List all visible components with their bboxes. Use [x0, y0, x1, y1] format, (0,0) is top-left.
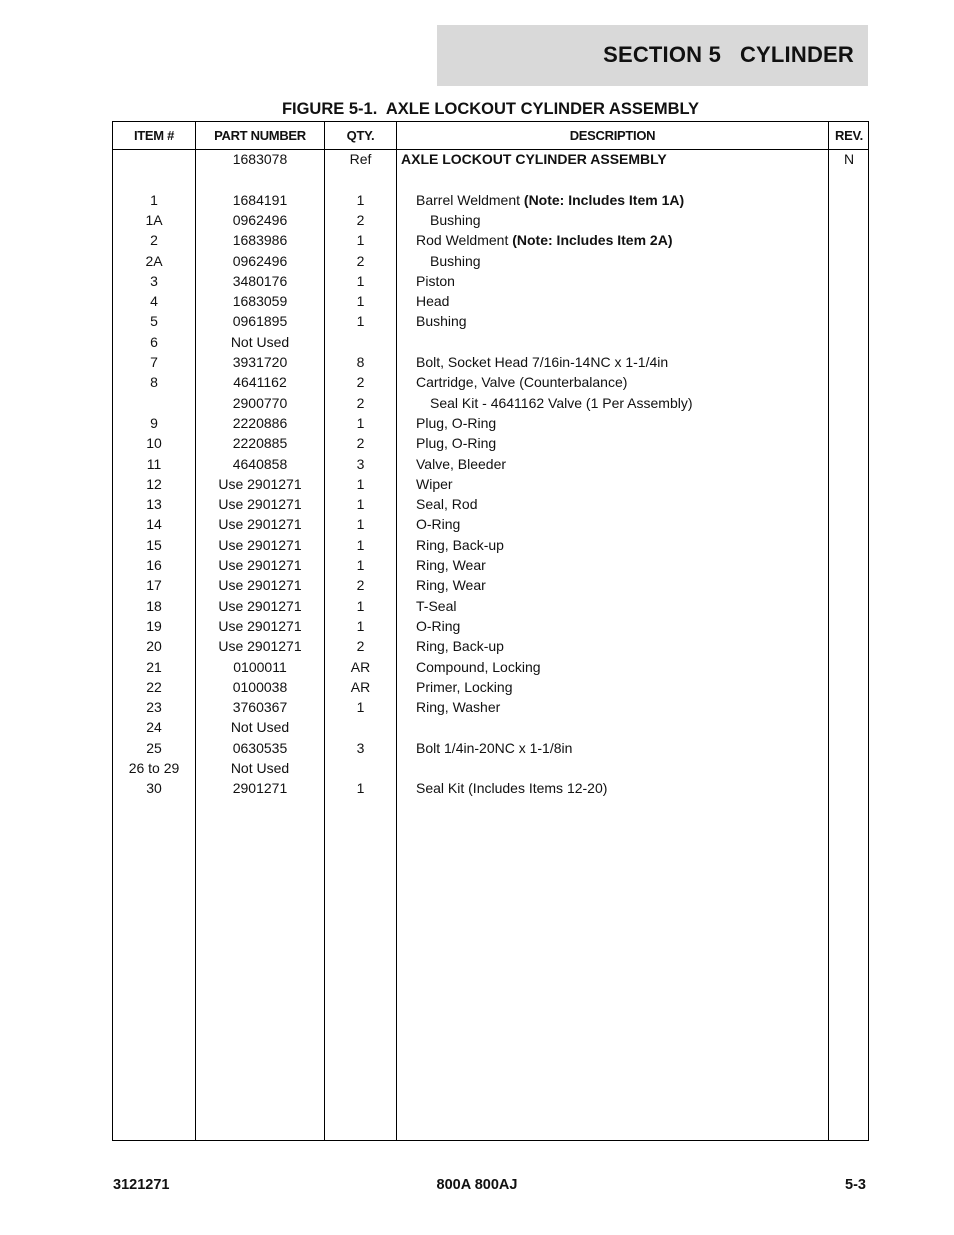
table-row: [113, 494, 868, 514]
part-number-cell: 0100011: [233, 658, 287, 675]
description-cell: [416, 433, 496, 453]
description-cell: [416, 514, 460, 534]
description-text: Seal, Rod: [416, 496, 478, 513]
description-cell: [416, 311, 467, 331]
description-text: Bushing: [416, 313, 467, 330]
description-text: Barrel Weldment: [416, 191, 524, 208]
qty-cell: 1: [356, 232, 365, 249]
item-cell: 23: [146, 699, 162, 716]
description-text: Ring, Back-up: [416, 536, 504, 553]
item-cell: 1: [150, 191, 158, 208]
part-number-cell: 0100038: [232, 678, 288, 695]
qty-cell: 2: [356, 374, 365, 391]
part-number-cell: Use 2901271: [218, 496, 302, 513]
description-cell: [430, 393, 693, 413]
qty-cell: 2: [356, 252, 365, 269]
part-number-cell: Use 2901271: [218, 617, 302, 634]
description-cell: [416, 616, 460, 636]
qty-cell: 8: [356, 354, 365, 370]
qty-cell: 3: [356, 455, 365, 472]
part-number-cell: 1683059: [232, 293, 288, 310]
item-cell: 2A: [145, 252, 163, 269]
table-row: [113, 474, 868, 494]
qty-cell: 1: [356, 617, 365, 634]
table-row: [113, 393, 868, 413]
description-text: Ring, Wear: [416, 557, 486, 573]
part-number-cell: Use 2901271: [218, 536, 302, 553]
table-row: [113, 413, 868, 433]
table-row: [113, 311, 868, 331]
qty-cell: 2: [356, 435, 365, 452]
item-cell: 14: [146, 516, 162, 533]
table-row: [113, 738, 868, 758]
item-cell: 9: [150, 414, 158, 431]
description-cell: [401, 149, 667, 169]
description-text: Rod Weldment: [416, 232, 513, 249]
description-text: O-Ring: [416, 516, 461, 533]
description-text: O-Ring: [416, 617, 461, 634]
table-row: [113, 758, 868, 778]
footer-document-number: 3121271: [113, 1177, 170, 1193]
part-number-cell: 2900770: [232, 394, 288, 411]
description-text: Ring, Back-up: [416, 638, 504, 655]
description-text: T-Seal: [416, 597, 457, 614]
item-cell: 25: [146, 739, 162, 756]
qty-cell: 2: [356, 577, 365, 594]
table-row: [113, 514, 868, 534]
table-row: [113, 230, 868, 250]
qty-cell: 2: [356, 211, 365, 228]
description-text: Valve, Bleeder: [416, 455, 507, 472]
item-cell: 17: [146, 577, 162, 594]
part-number-cell: 2901271: [232, 780, 288, 797]
qty-cell: 1: [356, 780, 365, 797]
item-cell: 30: [146, 780, 162, 797]
item-cell: 1A: [145, 211, 163, 228]
part-number-cell: 3480176: [232, 272, 288, 289]
description-text: Cartridge, Valve (Counterbalance): [416, 374, 628, 391]
description-text: Bolt, Socket Head 7/16in-14NC x 1-1/4in: [416, 354, 669, 370]
description-cell: [416, 596, 456, 616]
description-cell: [416, 657, 541, 677]
qty-cell: 3: [356, 739, 365, 756]
description-text: Wiper: [416, 475, 453, 492]
part-number-cell: 2220885: [232, 435, 288, 452]
part-number-cell: Not Used: [230, 760, 290, 776]
description-text: Bolt 1/4in-20NC x 1-1/8in: [416, 739, 573, 756]
description-cell: [416, 555, 486, 575]
description-text: Piston: [416, 272, 455, 289]
qty-cell: 1: [356, 414, 365, 431]
footer-page-number: 5-3: [845, 1177, 866, 1193]
description-note: (Note: Includes Item 2A): [512, 232, 673, 249]
description-cell: [416, 352, 668, 372]
description-cell: [416, 575, 486, 595]
description-text: AXLE LOCKOUT CYLINDER ASSEMBLY: [401, 151, 667, 167]
qty-cell: 2: [356, 638, 365, 655]
item-cell: 4: [150, 293, 158, 310]
description-cell: [416, 535, 504, 555]
header-rev: REV.: [835, 128, 863, 143]
item-cell: 3: [150, 272, 158, 289]
description-text: Seal Kit - 4641162 Valve (1 Per Assembly): [430, 394, 693, 411]
item-cell: 15: [146, 536, 162, 553]
description-text: Plug, O-Ring: [416, 414, 497, 431]
header-item: ITEM #: [133, 128, 175, 143]
description-text: Bushing: [430, 252, 481, 269]
table-row: [113, 778, 868, 798]
item-cell: 13: [146, 496, 162, 513]
item-cell: 26 to 29: [128, 760, 180, 776]
qty-cell: 1: [356, 293, 365, 310]
qty-cell: 1: [356, 272, 365, 289]
description-cell: [416, 677, 512, 697]
part-number-cell: 3760367: [232, 699, 288, 716]
table-row: [113, 697, 868, 717]
table-row: [113, 332, 868, 352]
qty-cell: 1: [356, 597, 365, 614]
item-cell: 11: [146, 455, 162, 472]
item-cell: 2: [150, 232, 158, 249]
item-cell: 21: [146, 658, 162, 675]
section-banner: [437, 25, 868, 86]
description-text: Primer, Locking: [416, 678, 513, 695]
part-number-cell: 1683986: [232, 232, 288, 249]
part-number-cell: Use 2901271: [218, 597, 302, 614]
item-cell: 12: [146, 475, 162, 492]
header-description: DESCRIPTION: [569, 128, 656, 143]
table-row: [113, 149, 868, 169]
table-row: [113, 251, 868, 271]
qty-cell: 2: [356, 394, 365, 411]
table-row: [113, 657, 868, 677]
section-title: SECTION 5 CYLINDER: [603, 42, 854, 67]
table-row: [113, 596, 868, 616]
part-number-cell: 1684191: [232, 191, 288, 208]
item-cell: 24: [146, 719, 162, 736]
table-row: [113, 433, 868, 453]
table-row: [113, 454, 868, 474]
part-number-cell: 0961895: [232, 313, 288, 330]
description-note: (Note: Includes Item 1A): [523, 191, 685, 208]
item-cell: 10: [146, 435, 162, 452]
header-qty: QTY.: [346, 128, 375, 143]
description-cell: [416, 778, 607, 798]
description-text: Plug, O-Ring: [416, 435, 497, 452]
description-text: Head: [416, 293, 450, 310]
item-cell: 5: [150, 313, 158, 330]
description-cell: [430, 210, 481, 230]
footer-model: 800A 800AJ: [436, 1177, 518, 1193]
part-number-cell: 0630535: [232, 739, 288, 756]
description-cell: [416, 413, 496, 433]
part-number-cell: 3931720: [232, 354, 288, 370]
part-number-cell: 4640858: [232, 455, 288, 472]
qty-cell: Ref: [349, 151, 372, 167]
part-number-cell: 2220886: [232, 414, 288, 431]
part-number-cell: 0962496: [232, 252, 288, 269]
description-text: Ring, Wear: [416, 577, 486, 594]
description-cell: [416, 454, 506, 474]
qty-cell: 1: [356, 536, 365, 553]
table-row: [113, 535, 868, 555]
description-text: Seal Kit (Includes Items 12-20): [416, 780, 608, 797]
description-cell: [416, 271, 455, 291]
part-number-cell: Use 2901271: [218, 516, 302, 533]
item-cell: 7: [150, 354, 158, 370]
table-row: [113, 636, 868, 656]
qty-cell: 1: [356, 313, 365, 330]
qty-cell: AR: [350, 658, 371, 675]
qty-cell: AR: [350, 678, 371, 695]
qty-cell: 1: [356, 516, 365, 533]
description-cell: [416, 190, 684, 210]
part-number-cell: Use 2901271: [218, 475, 302, 492]
description-cell: [416, 474, 453, 494]
parts-table: [112, 121, 869, 1141]
part-number-cell: Use 2901271: [218, 638, 302, 655]
table-row: [113, 717, 868, 737]
qty-cell: 1: [356, 475, 365, 492]
qty-cell: 1: [356, 699, 365, 716]
item-cell: 18: [146, 597, 162, 614]
table-row: [113, 575, 868, 595]
rev-cell: N: [843, 151, 855, 167]
part-number-cell: Not Used: [230, 719, 290, 736]
description-cell: [416, 291, 449, 311]
figure-title: FIGURE 5-1. AXLE LOCKOUT CYLINDER ASSEMBLY: [281, 100, 700, 118]
description-text: Ring, Washer: [416, 699, 501, 716]
item-cell: 8: [150, 374, 158, 391]
table-row: [113, 190, 868, 210]
description-cell: [416, 494, 477, 514]
qty-cell: 1: [356, 557, 365, 573]
description-cell: [416, 636, 504, 656]
table-row: [113, 271, 868, 291]
part-number-cell: Not Used: [230, 333, 290, 350]
item-cell: 16: [146, 557, 162, 573]
item-cell: 19: [146, 617, 162, 634]
description-cell: [430, 251, 481, 271]
description-cell: [416, 738, 572, 758]
part-number-cell: Use 2901271: [218, 577, 302, 594]
table-row: [113, 677, 868, 697]
description-text: Compound, Locking: [416, 658, 541, 675]
table-row: [113, 291, 868, 311]
item-cell: 22: [146, 678, 162, 695]
description-cell: [416, 230, 672, 250]
table-row: [113, 616, 868, 636]
description-text: Bushing: [430, 211, 481, 228]
qty-cell: 1: [356, 191, 365, 208]
description-cell: [416, 697, 500, 717]
part-number-cell: 1683078: [232, 151, 288, 167]
item-cell: 6: [150, 333, 158, 350]
table-row: [113, 555, 868, 575]
description-cell: [416, 372, 627, 392]
table-row: [113, 210, 868, 230]
part-number-cell: 0962496: [232, 211, 288, 228]
part-number-cell: Use 2901271: [218, 557, 302, 573]
header-part-number: PART NUMBER: [214, 128, 306, 143]
qty-cell: 1: [356, 496, 365, 513]
part-number-cell: 4641162: [233, 374, 287, 391]
table-row: [113, 352, 868, 372]
item-cell: 20: [146, 638, 162, 655]
table-row: [113, 372, 868, 392]
